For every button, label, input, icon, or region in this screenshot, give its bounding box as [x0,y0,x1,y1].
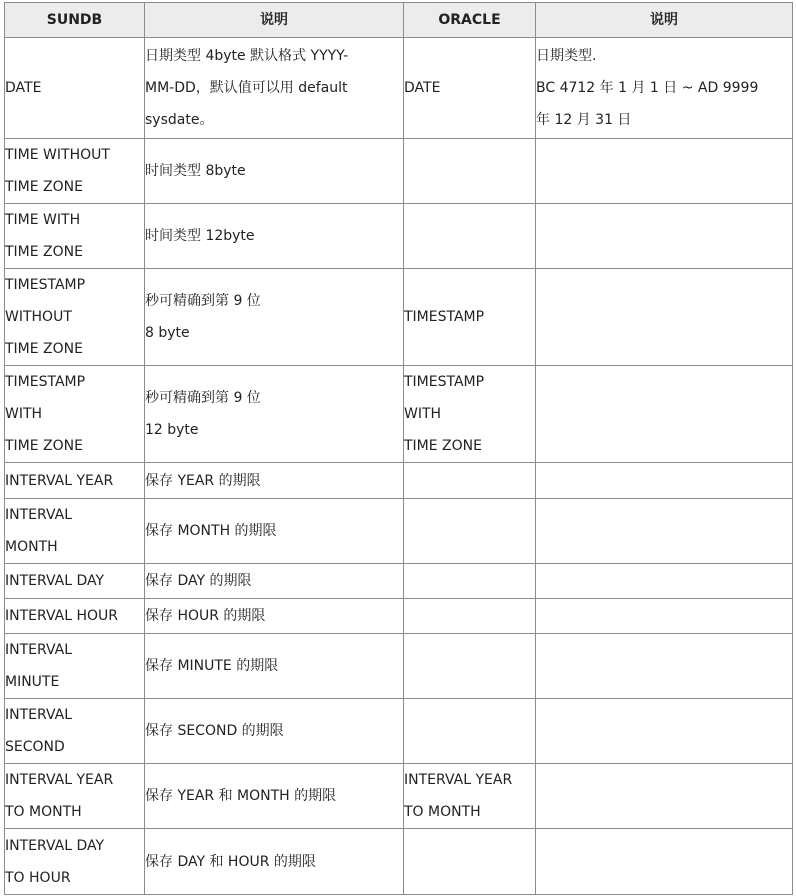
datatype-comparison-table [4,2,793,895]
oracle-cell [404,564,536,599]
oracle-cell [404,463,536,499]
description-cell: 保存 MINUTE 的期限 [145,634,404,699]
oracle-cell [404,139,536,204]
header-description: 说明 [145,3,404,38]
oracle-description-cell [536,204,793,269]
header-oracle: ORACLE [404,3,536,38]
table-row [5,463,793,499]
table-row [5,204,793,269]
oracle-description-cell [536,599,793,634]
sundb-cell: INTERVAL YEAR [5,463,145,499]
description-cell: 保存 DAY 的期限 [145,564,404,599]
sundb-cell: INTERVAL DAY TO HOUR [5,829,145,895]
oracle-description-cell [536,499,793,564]
oracle-cell [404,499,536,564]
sundb-cell: TIMESTAMP WITH TIME ZONE [5,366,145,463]
oracle-cell [404,829,536,895]
description-cell: 保存 DAY 和 HOUR 的期限 [145,829,404,895]
table-row [5,366,793,463]
header-sundb: SUNDB [5,3,145,38]
oracle-cell [404,634,536,699]
header-row [5,3,793,38]
sundb-cell: INTERVAL HOUR [5,599,145,634]
sundb-cell: INTERVAL MINUTE [5,634,145,699]
sundb-cell: INTERVAL SECOND [5,699,145,764]
description-cell: 保存 YEAR 的期限 [145,463,404,499]
oracle-description-cell [536,634,793,699]
oracle-cell: TIMESTAMP [404,269,536,366]
oracle-description-cell [536,564,793,599]
description-cell: 时间类型 8byte [145,139,404,204]
table-row [5,499,793,564]
table-row [5,139,793,204]
oracle-description-cell [536,699,793,764]
description-cell: 秒可精确到第 9 位 8 byte [145,269,404,366]
oracle-description-cell: 日期类型. BC 4712 年 1 月 1 日 ~ AD 9999 年 12 月 31 日 [536,38,793,139]
oracle-cell [404,599,536,634]
oracle-cell [404,699,536,764]
description-cell: 秒可精确到第 9 位 12 byte [145,366,404,463]
description-cell: 日期类型 4byte 默认格式 YYYY- MM-DD，默认值可以用 default sysdate。 [145,38,404,139]
table-row [5,269,793,366]
oracle-description-cell [536,139,793,204]
table-row [5,38,793,139]
oracle-description-cell [536,764,793,829]
description-cell: 保存 YEAR 和 MONTH 的期限 [145,764,404,829]
sundb-cell: DATE [5,38,145,139]
oracle-cell: INTERVAL YEAR TO MONTH [404,764,536,829]
table-row [5,699,793,764]
oracle-cell [404,204,536,269]
sundb-cell: INTERVAL YEAR TO MONTH [5,764,145,829]
sundb-cell: TIME WITHOUT TIME ZONE [5,139,145,204]
oracle-cell: TIMESTAMP WITH TIME ZONE [404,366,536,463]
table-row [5,634,793,699]
table-row [5,564,793,599]
oracle-description-cell [536,463,793,499]
oracle-description-cell [536,269,793,366]
table-row [5,764,793,829]
description-cell: 保存 SECOND 的期限 [145,699,404,764]
description-cell: 保存 MONTH 的期限 [145,499,404,564]
oracle-description-cell [536,829,793,895]
oracle-cell: DATE [404,38,536,139]
table-row [5,599,793,634]
oracle-description-cell [536,366,793,463]
header-oracle-description: 说明 [536,3,793,38]
sundb-cell: TIME WITH TIME ZONE [5,204,145,269]
sundb-cell: TIMESTAMP WITHOUT TIME ZONE [5,269,145,366]
sundb-cell: INTERVAL MONTH [5,499,145,564]
description-cell: 时间类型 12byte [145,204,404,269]
table-row [5,829,793,895]
description-cell: 保存 HOUR 的期限 [145,599,404,634]
sundb-cell: INTERVAL DAY [5,564,145,599]
